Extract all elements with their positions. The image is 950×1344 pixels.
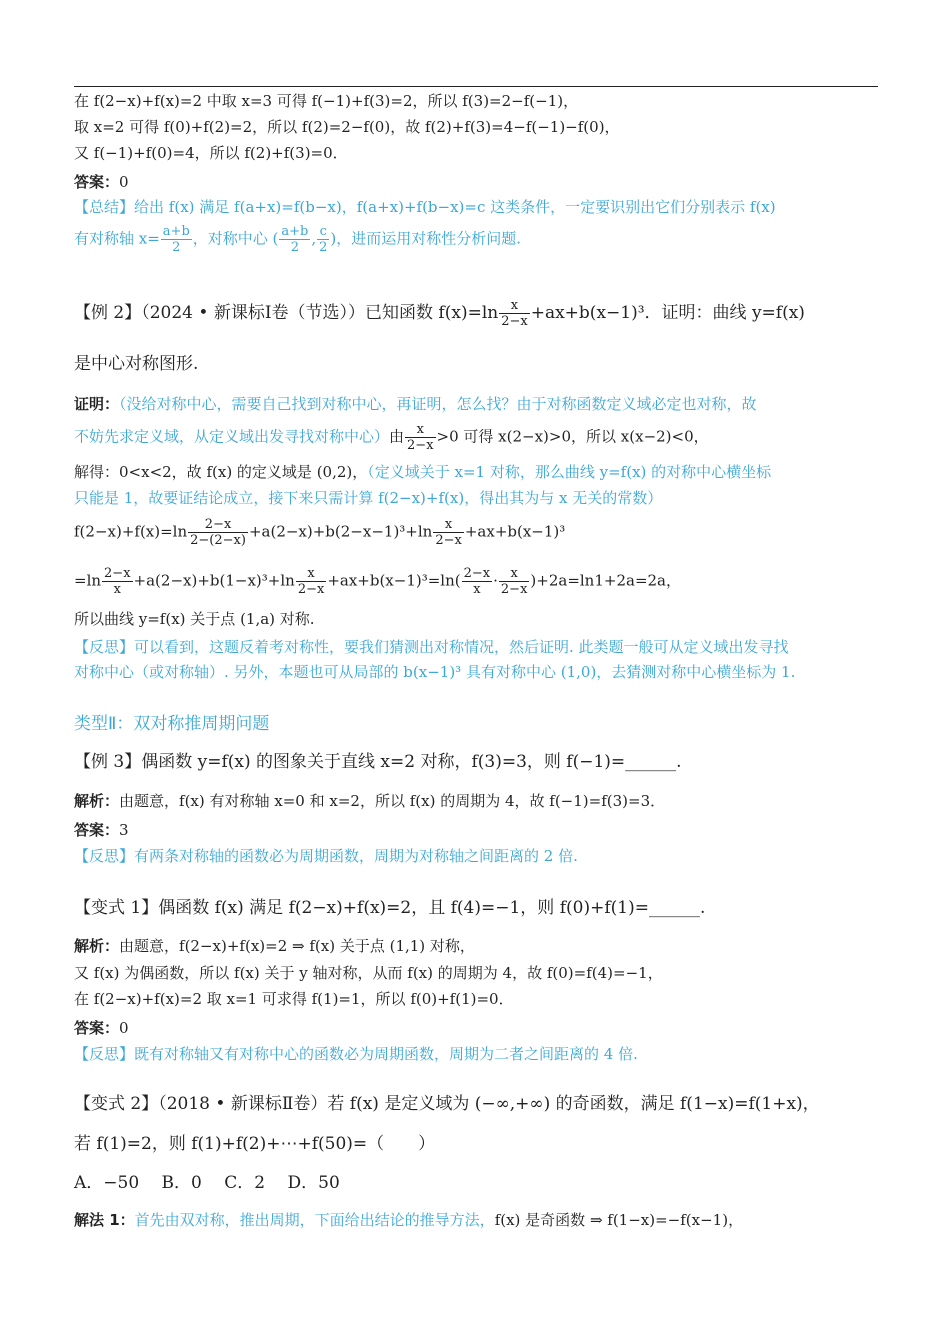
fraction: $\frac{x}{2-x}$	[435, 517, 462, 548]
solution-line: 解析：由题意，f(2−x)+f(x)=2 ⇒ f(x) 关于点 (1,1) 对称，	[74, 937, 475, 955]
equation-line: =ln $\frac{2-x}{x}$ +a(2−x)+b(1−x)³+ln $\frac{x}{2-x}$ +ax+b(x−1)³=ln( $\frac{2-x}{x}$ · $\frac{x}{2-x}$ )+2a=ln1+2a=2a，	[74, 566, 681, 597]
text-line: 在 f(2−x)+f(x)=2 中取 x=3 可得 f(−1)+f(3)=2，所以 f(3)=2−f(−1)，	[74, 92, 579, 110]
answer-line: 答案：3	[74, 821, 129, 839]
example-2-title: 是中心对称图形.	[74, 354, 199, 374]
fraction: $\frac{x}{2-x}$	[407, 422, 434, 453]
reflection-line: 【反思】既有对称轴又有对称中心的函数必为周期函数，周期为二者之间距离的 4 倍.	[74, 1045, 638, 1063]
variant-2-title: 若 f(1)=2，则 f(1)+f(2)+⋯+f(50)=（ ）	[74, 1134, 436, 1154]
solution-line: 又 f(x) 为偶函数，所以 f(x) 关于 y 轴对称，从而 f(x) 的周期为 4，故 f(0)=f(4)=−1，	[74, 964, 663, 982]
proof-line: 不妨先求定义域，从定义域出发寻找对称中心）由 $\frac{x}{2-x}$ >0 可得 x(2−x)>0，所以 x(x−2)<0，	[74, 422, 709, 453]
summary-line: 【总结】给出 f(x) 满足 f(a+x)=f(b−x)，f(a+x)+f(b−x)=c 这类条件，一定要识别出它们分别表示 f(x)	[74, 198, 776, 216]
equation-line: f(2−x)+f(x)=ln $\frac{2-x}{2-(2-x)}$ +a(2−x)+b(2−x−1)³+ln $\frac{x}{2-x}$ +ax+b(x−1)³	[74, 517, 566, 548]
reflection-line: 【反思】有两条对称轴的函数必为周期函数，周期为对称轴之间距离的 2 倍.	[74, 847, 578, 865]
fraction: $\frac{a+b}{2}$	[281, 224, 309, 255]
conclusion-line: 所以曲线 y=f(x) 关于点 (1,a) 对称.	[74, 610, 315, 628]
fraction: $\frac{2-x}{x}$	[463, 566, 491, 597]
fraction: $\frac{x}{2-x}$	[500, 566, 528, 597]
fraction: $\frac{2-x}{2-(2-x)}$	[190, 517, 246, 548]
options-line: A．−50 B．0 C．2 D．50	[74, 1173, 340, 1193]
summary-line: 有对称轴 x= $\frac{a+b}{2}$ ，对称中心 ( $\frac{a+b}{2}$ , $\frac{c}{2}$ )，进而运用对称性分析问题.	[74, 224, 522, 255]
solution-line: 解析：由题意，f(x) 有对称轴 x=0 和 x=2，所以 f(x) 的周期为 4，故 f(−1)=f(3)=3．	[74, 792, 666, 810]
proof-line: 证明：（没给对称中心，需要自己找到对称中心，再证明，怎么找？由于对称函数定义域必定也对称，故	[74, 395, 757, 413]
text-line: 又 f(−1)+f(0)=4，所以 f(2)+f(3)=0．	[74, 144, 348, 162]
fraction: $\frac{2-x}{x}$	[104, 566, 131, 597]
solution-line: 在 f(2−x)+f(x)=2 取 x=1 可求得 f(1)=1，所以 f(0)+f(1)=0．	[74, 990, 514, 1008]
example-2-title: 【例 2】（2024 • 新课标Ⅰ卷（节选））已知函数 f(x)=ln $\frac{x}{2-x}$ +ax+b(x−1)³．证明：曲线 y=f(x)	[74, 298, 805, 329]
fraction: $\frac{c}{2}$	[319, 224, 328, 255]
solution-line: 解得：0<x<2，故 f(x) 的定义域是 (0,2)，（定义域关于 x=1 对称，那么曲线 y=f(x) 的对称中心横坐标	[74, 463, 772, 481]
text-line: 取 x=2 可得 f(0)+f(2)=2，所以 f(2)=2−f(0)，故 f(2)+f(3)=4−f(−1)−f(0)，	[74, 118, 620, 136]
reflection-line: 对称中心（或对称轴）. 另外，本题也可从局部的 b(x−1)³ 具有对称中心 (1,0)，去猜测对称中心横坐标为 1.	[74, 663, 796, 681]
variant-1-title: 【变式 1】偶函数 f(x) 满足 f(2−x)+f(x)=2，且 f(4)=−1，则 f(0)+f(1)=______.	[74, 898, 706, 918]
fraction: $\frac{x}{2-x}$	[297, 566, 325, 597]
method-line: 解法 1：首先由双对称，推出周期，下面给出结论的推导方法，f(x) 是奇函数 ⇒ f(1−x)=−f(x−1)，	[74, 1211, 744, 1229]
answer-line: 答案：0	[74, 173, 129, 191]
fraction: $\frac{x}{2-x}$	[501, 298, 528, 329]
section-heading: 类型Ⅱ：双对称推周期问题	[74, 714, 270, 734]
example-3-title: 【例 3】偶函数 y=f(x) 的图象关于直线 x=2 对称，f(3)=3，则 f(−1)=______.	[74, 752, 682, 772]
answer-line: 答案：0	[74, 1019, 129, 1037]
variant-2-title: 【变式 2】（2018 • 新课标Ⅱ卷）若 f(x) 是定义域为 (−∞,+∞) 的奇函数，满足 f(1−x)=f(1+x)，	[74, 1094, 820, 1114]
solution-line: 只能是 1，故要证结论成立，接下来只需计算 f(2−x)+f(x)，得出其为与 x 无关的常数）	[74, 489, 663, 507]
top-rule	[74, 86, 878, 87]
fraction: $\frac{a+b}{2}$	[162, 224, 190, 255]
reflection-line: 【反思】可以看到，这题反着考对称性，要我们猜测出对称情况，然后证明. 此类题一般可从定义域出发寻找	[74, 638, 789, 656]
